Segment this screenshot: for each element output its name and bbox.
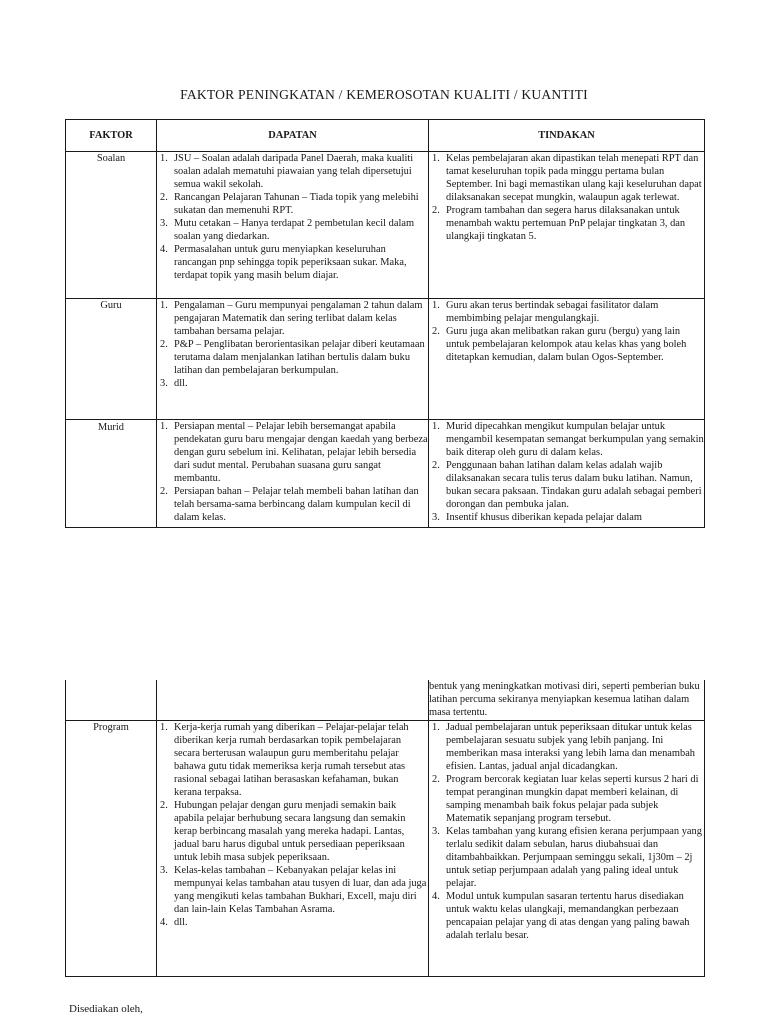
list-item: 2. Guru juga akan melibatkan rakan guru (bergu) yang lain untuk pembelajaran kelompok atau kelas khas yang boleh ditetapkan kemudian, dalam bulan Ogos-September. (432, 326, 687, 363)
table-row-continuation (66, 680, 705, 720)
list-item: 2. Rancangan Pelajaran Tahunan – Tiada topik yang melebihi sukatan dan memenuhi RPT. (160, 192, 419, 216)
dapatan-cell (157, 420, 429, 528)
list-item: 4. Permasalahan untuk guru menyiapkan keseluruhan rancangan pnp sehingga topik peperiksaan sukar. Maka, terdapat topik yang masih belum diajar. (160, 244, 407, 281)
table-header-row (66, 120, 705, 152)
list-item: 3. dll. (160, 378, 188, 389)
tindakan-continuation-text: bentuk yang meningkatkan motivasi diri, seperti pemberian buku latihan percuma sekiranya menyiapkan kesemua latihan dalam masa tertentu. (429, 681, 700, 718)
tindakan-cell (429, 152, 705, 299)
faktor-cell (66, 680, 157, 720)
list-item: 1. JSU – Soalan adalah daripada Panel Daerah, maka kualiti soalan adalah mematuhi piawaian yang telah dipersetujui semua wakil sekolah. (160, 153, 414, 190)
tindakan-list (429, 152, 704, 243)
list-item: 2. Hubungan pelajar dengan guru menjadi semakin baik apabila pelajar berhubung secara langsung dan semakin kerap berbincang masalah yang mereka hadapi. Lantas, jadual baru harus digubal untuk persediaan peperiksaan untuk lebih masa subjek peperiksaan. (160, 799, 406, 863)
list-item: 2. Program bercorak kegiatan luar kelas seperti kursus 2 hari di tempat peranginan mungkin dapat memberi kelainan, di samping menambah baik fokus pelajar pada subjek Matematik sepanjang program tersebut. (432, 773, 699, 824)
list-item: 1. Kelas pembelajaran akan dipastikan telah menepati RPT dan tamat keseluruhan topik pada minggu pertama bulan September. Ini bagi memastikan ulang kaji keseluruhan dapat dilaksanakan secepat mungkin, walaupun agak terlewat. (432, 153, 702, 203)
document-title: FAKTOR PENINGKATAN / KEMEROSOTAN KUALITI / KUANTITI (180, 87, 588, 102)
table-row-murid (66, 420, 705, 528)
dapatan-cell (157, 152, 429, 299)
list-item: 2. Persiapan bahan – Pelajar telah membeli bahan latihan dan telah bersama-sama berbincang dalam kumpulan kecil di dalam kelas. (160, 486, 419, 523)
dapatan-list (157, 152, 428, 282)
list-item: 1. Murid dipecahkan mengikut kumpulan belajar untuk mengambil kesempatan semangat berkumpulan yang semakin baik diterap oleh guru di dalam kelas. (432, 421, 704, 458)
faktor-cell (66, 152, 157, 299)
tindakan-continuation-cell (429, 680, 705, 720)
faktor-label: Guru (100, 300, 122, 311)
tindakan-list (429, 420, 704, 524)
list-item: 3. Kelas tambahan yang kurang efisien kerana perjumpaan yang terlalu sedikit dalam sebulan, harus diubahsuai dan ditambahbaikkan. Perjumpaan seminggu sekali, 1j30m – 2j untuk setiap perjumpaan adalah yang paling ideal untuk pelajar. (432, 825, 702, 889)
dapatan-cell (157, 299, 429, 420)
table-row-guru (66, 299, 705, 420)
header-tindakan: TINDAKAN (429, 120, 705, 152)
list-item: 4. Modul untuk kumpulan sasaran tertentu harus disediakan untuk waktu kelas ulangkaji, memandangkan perbezaan pencapaian pelajar yang di atas dengan yang paling bawah adalah terlalu besar. (432, 890, 690, 941)
tindakan-cell (429, 299, 705, 420)
header-faktor: FAKTOR (66, 120, 157, 152)
dapatan-list (157, 721, 428, 929)
list-item: 2. Penggunaan bahan latihan dalam kelas adalah wajib dilaksanakan secara tulis terus dalam buku latihan. Namun, bukan secara paksaan. Tindakan guru adalah sebagai pemberi dorongan dan pembuka jalan. (432, 460, 702, 510)
list-item: 1. Guru akan terus bertindak sebagai fasilitator dalam membimbing pelajar mengulangkaji. (432, 300, 659, 324)
dapatan-cell (157, 680, 429, 720)
factor-table-page-1 (65, 119, 705, 528)
factor-table-page-2 (65, 680, 705, 977)
faktor-label: Soalan (96, 153, 126, 164)
dapatan-cell (157, 720, 429, 976)
faktor-label: Program (93, 721, 129, 733)
prepared-by-note: Disediakan oleh, (69, 1003, 143, 1015)
faktor-cell (66, 720, 157, 976)
tindakan-cell (429, 720, 705, 976)
list-item: 3. Mutu cetakan – Hanya terdapat 2 pembetulan kecil dalam soalan yang diedarkan. (160, 218, 415, 242)
tindakan-list (429, 721, 704, 942)
faktor-cell (66, 420, 157, 528)
header-dapatan: DAPATAN (157, 120, 429, 152)
list-item: 2. P&P – Penglibatan berorientasikan pelajar diberi keutamaan terutama dalam menjalankan latihan bertulis dalam buku latihan dan pembelajaran berkumpulan. (160, 339, 425, 376)
table-row-soalan (66, 152, 705, 299)
list-item: 1. Kerja-kerja rumah yang diberikan – Pelajar-pelajar telah diberikan kerja rumah berdasarkan topik pembelajaran secara berterusan walaupun guru memberitahu pelajar bahawa gutu tidak memeriksa kerja rumah tersebut atas rasional sebagai latihan berasaskan kefahaman, bukan kerana terpaksa. (160, 721, 409, 798)
list-item: 4. dll. (160, 916, 188, 928)
list-item: 2. Program tambahan dan segera harus dilaksanakan untuk menambah waktu pertemuan PnP pelajar tingkatan 3, dan ulangkaji tingkatan 5. (432, 205, 686, 242)
table-row-program (66, 720, 705, 976)
tindakan-cell (429, 420, 705, 528)
dapatan-list (157, 420, 428, 524)
list-item: 1. Jadual pembelajaran untuk peperiksaan ditukar untuk kelas pembelajaran sesuatu subjek yang lebih panjang. Ini memberikan masa interaksi yang lebih lama dan menambah efisien. Lantas, jadual anjal dicadangkan. (432, 721, 695, 772)
dapatan-list (157, 299, 428, 390)
faktor-label: Murid (98, 422, 124, 433)
list-item: 3. Insentif khusus diberikan kepada pelajar dalam (432, 512, 642, 523)
list-item: 1. Pengalaman – Guru mempunyai pengalaman 2 tahun dalam pengajaran Matematik dan sering terlibat dalam kelas tambahan bersama pelajar. (160, 300, 423, 337)
list-item: 1. Persiapan mental – Pelajar lebih bersemangat apabila pendekatan guru baru mengajar dengan kaedah yang berbeza dengan guru sebelum ini. Kelihatan, pelajar lebih bersedia dari sudut mental. Perubahan suasana guru sangat membantu. (160, 421, 428, 484)
list-item: 3. Kelas-kelas tambahan – Kebanyakan pelajar kelas ini mempunyai kelas tambahan atau tusyen di luar, dan ada juga yang mengikuti kelas tambahan Bukhari, Excell, maju diri dan lain-lain Kelas Tambahan Asrama. (160, 864, 427, 915)
tindakan-list (429, 299, 704, 364)
faktor-cell (66, 299, 157, 420)
